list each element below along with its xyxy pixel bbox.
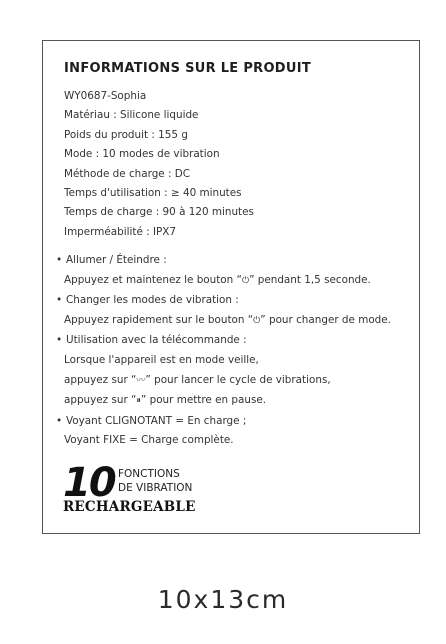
instruction-remote-line2: appuyez sur “〰” pour lancer le cycle de vibrations, [52, 371, 418, 392]
pause-icon: ⏸ [136, 396, 141, 407]
badge-number: 10 [63, 460, 115, 506]
spec-material: Matériau : Silicone liquide [64, 109, 199, 122]
spec-list [64, 87, 254, 242]
spec-mode: Mode : 10 modes de vibration [64, 148, 220, 161]
instruction-led-line1: • Voyant CLIGNOTANT = En charge ; [52, 412, 418, 432]
instruction-remote-line1: Lorsque l'appareil est en mode veille, [64, 353, 259, 366]
spec-weight: Poids du produit : 155 g [64, 128, 188, 141]
instruction-mode-text: Appuyez rapidement sur le bouton “⏻” pour changer de mode. [52, 311, 418, 332]
spec-waterproof: Imperméabilité : IPX7 [64, 225, 177, 238]
wave-icon: 〰 [136, 375, 146, 386]
instruction-power-text: Appuyez et maintenez le bouton “⏻” pendant 1,5 seconde. [52, 271, 418, 292]
badge-line2: DE VIBRATION [118, 482, 193, 494]
power-icon: ⏻ [241, 275, 250, 286]
bullet-icon: • [56, 334, 63, 347]
badge-rechargeable: RECHARGEABLE [63, 499, 196, 515]
spec-charge-method: Méthode de charge : DC [64, 167, 191, 180]
spec-charge-time: Temps de charge : 90 à 120 minutes [64, 206, 254, 219]
instruction-list [52, 251, 418, 451]
size-label: 10x13cm [157, 585, 289, 614]
instruction-mode-heading: • Changer les modes de vibration : [52, 291, 418, 311]
spec-model: WY0687-Sophia [64, 90, 147, 102]
spec-usage-time: Temps d'utilisation : ≥ 40 minutes [64, 187, 242, 200]
instruction-led-line2: Voyant FIXE = Charge complète. [64, 434, 234, 447]
bullet-icon: • [56, 414, 63, 427]
instruction-remote-heading: • Utilisation avec la télécommande : [52, 331, 418, 351]
section-title: INFORMATIONS SUR LE PRODUIT [64, 61, 312, 76]
instruction-remote-line3: appuyez sur “⏸” pour mettre en pause. [52, 391, 418, 412]
product-info-card [42, 40, 420, 534]
bullet-icon: • [56, 294, 63, 307]
instruction-power-heading: • Allumer / Éteindre : [52, 251, 418, 271]
power-icon: ⏻ [253, 315, 261, 326]
badge-line1: FONCTIONS [118, 468, 180, 480]
bullet-icon: • [56, 254, 63, 266]
